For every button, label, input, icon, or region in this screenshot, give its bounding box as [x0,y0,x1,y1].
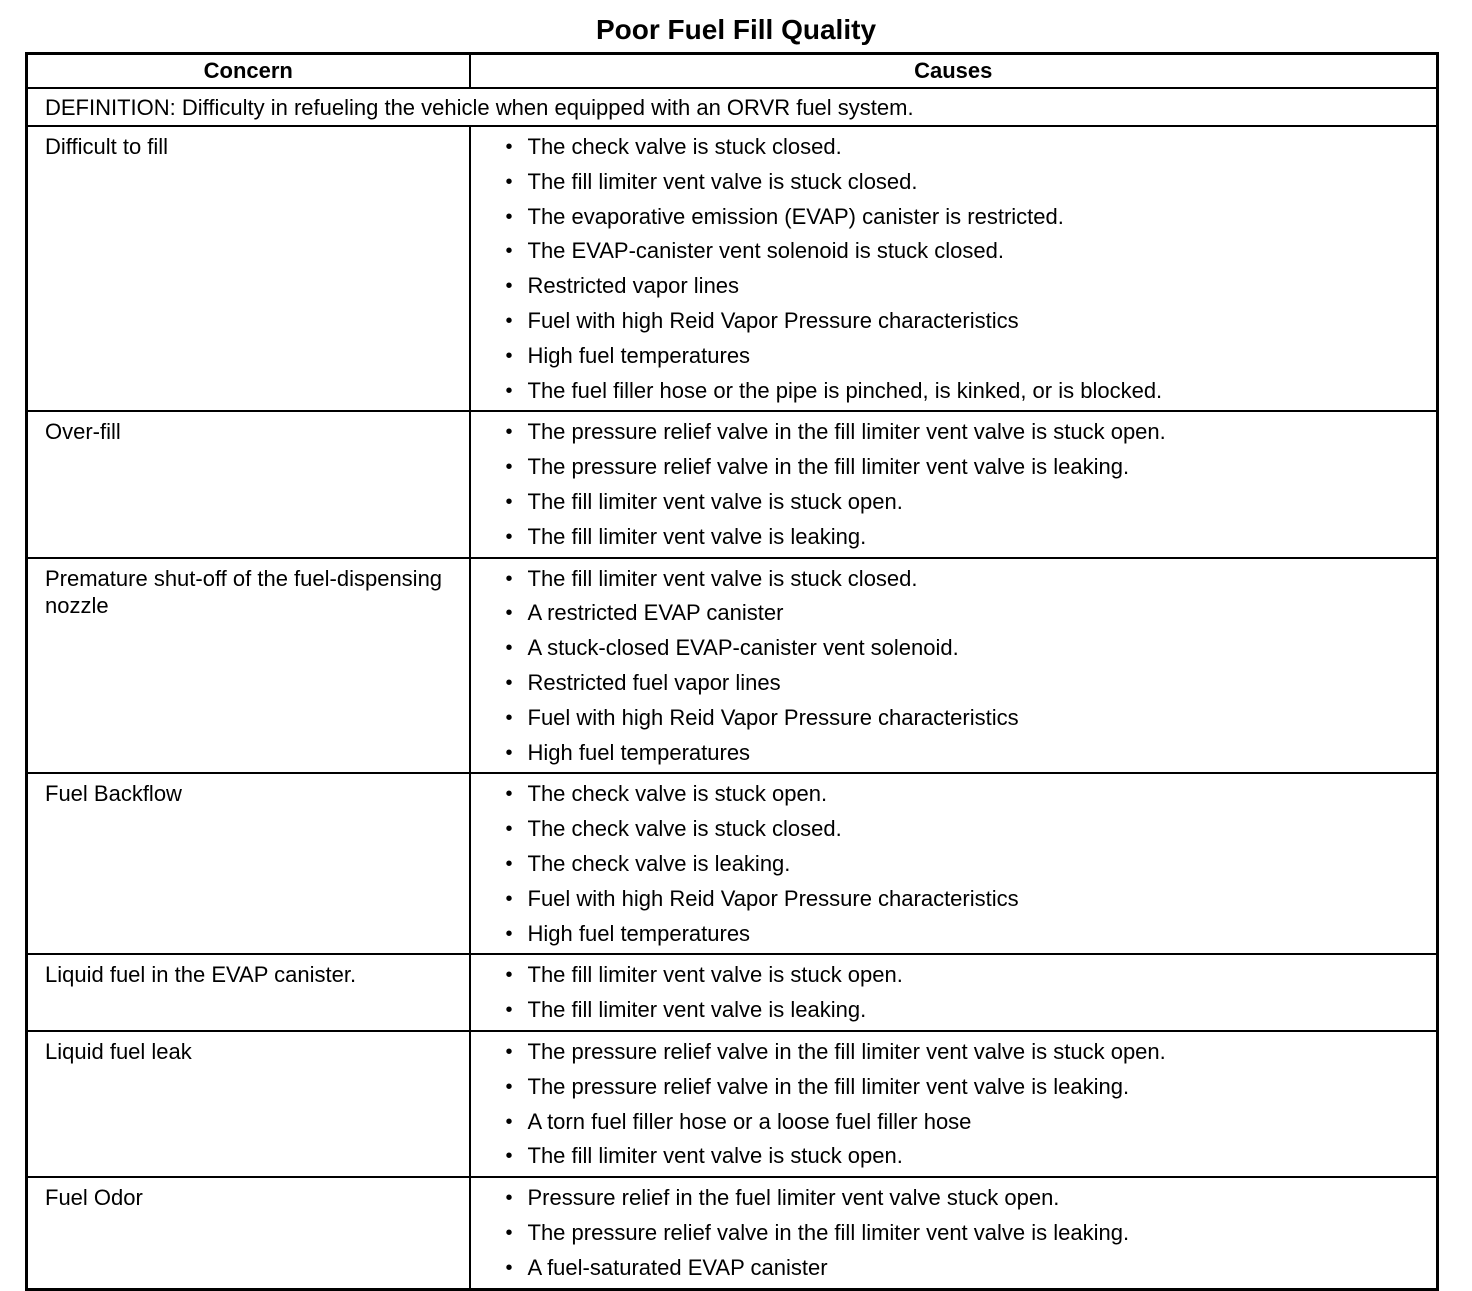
bullet-icon: • [505,783,513,806]
bullet-icon: • [505,1110,513,1133]
cause-text: The evaporative emission (EVAP) canister is restricted. [527,203,1064,229]
cause-item [501,1070,1437,1105]
cause-text: High fuel temperatures [527,739,751,765]
concern-cell: Liquid fuel leak [27,1031,470,1177]
cause-text: Fuel with high Reid Vapor Pressure characteristics [527,704,1019,730]
bullet-icon: • [505,240,513,263]
cause-item [501,485,1437,520]
bullet-icon: • [505,567,513,590]
bullet-icon: • [505,456,513,479]
concern-cell: Over-fill [27,411,470,557]
cause-item [501,269,1437,304]
bullet-icon: • [505,1145,513,1168]
cause-item [501,847,1437,882]
concern-cell: Premature shut-off of the fuel-dispensing nozzle [27,558,470,774]
cause-item [501,1216,1437,1251]
bullet-icon: • [505,887,513,910]
cause-item [501,520,1437,555]
causes-list [471,1178,1437,1287]
table-row [27,411,1438,557]
cause-item [501,631,1437,666]
cause-text: The fill limiter vent valve is stuck open. [527,962,903,988]
cause-text: Fuel with high Reid Vapor Pressure characteristics [527,307,1019,333]
concern-cell: Liquid fuel in the EVAP canister. [27,954,470,1031]
causes-cell [470,1177,1438,1289]
definition-text: DEFINITION: Difficulty in refueling the vehicle when equipped with an ORVR fuel system. [27,88,1438,126]
bullet-icon: • [505,999,513,1022]
cause-text: A restricted EVAP canister [527,600,784,626]
cause-text: The check valve is leaking. [527,850,791,876]
cause-item [501,917,1437,952]
table-row [27,773,1438,954]
cause-text: The fill limiter vent valve is stuck open. [527,488,903,514]
causes-list [471,955,1437,1030]
cause-text: The fill limiter vent valve is leaking. [527,523,867,549]
causes-list [471,774,1437,953]
cause-item [501,958,1437,993]
bullet-icon: • [505,706,513,729]
cause-text: The pressure relief valve in the fill limiter vent valve is leaking. [527,454,1130,480]
bullet-icon: • [505,852,513,875]
cause-text: The pressure relief valve in the fill limiter vent valve is leaking. [527,1219,1130,1245]
table-row [27,126,1438,411]
cause-text: High fuel temperatures [527,342,751,368]
cause-item [501,701,1437,736]
causes-cell [470,1031,1438,1177]
cause-item [501,596,1437,631]
cause-text: Restricted vapor lines [527,273,740,299]
table-row [27,954,1438,1031]
cause-text: The fill limiter vent valve is leaking. [527,997,867,1023]
cause-text: The pressure relief valve in the fill limiter vent valve is stuck open. [527,1038,1166,1064]
bullet-icon: • [505,637,513,660]
cause-item [501,200,1437,235]
fuel-fill-table [25,52,1439,1291]
cause-item [501,993,1437,1028]
cause-item [501,1105,1437,1140]
cause-text: A fuel-saturated EVAP canister [527,1254,828,1280]
cause-text: A stuck-closed EVAP-canister vent solenoid. [527,635,959,661]
bullet-icon: • [505,205,513,228]
cause-text: The EVAP-canister vent solenoid is stuck closed. [527,238,1004,264]
concern-cell: Fuel Backflow [27,773,470,954]
cause-item [501,165,1437,200]
cause-item [501,374,1437,409]
cause-item [501,304,1437,339]
bullet-icon: • [505,818,513,841]
bullet-icon: • [505,922,513,945]
causes-cell [470,773,1438,954]
bullet-icon: • [505,671,513,694]
bullet-icon: • [505,379,513,402]
cause-text: Restricted fuel vapor lines [527,669,781,695]
cause-item [501,777,1437,812]
cause-text: The fill limiter vent valve is stuck closed. [527,168,918,194]
bullet-icon: • [505,1040,513,1063]
bullet-icon: • [505,275,513,298]
causes-list [471,127,1437,410]
concern-header: Concern [27,54,470,89]
cause-item [501,1181,1437,1216]
causes-cell [470,411,1438,557]
bullet-icon: • [505,309,513,332]
bullet-icon: • [505,1221,513,1244]
cause-text: The check valve is stuck closed. [527,816,842,842]
bullet-icon: • [505,964,513,987]
cause-text: The pressure relief valve in the fill limiter vent valve is leaking. [527,1073,1130,1099]
cause-item [501,666,1437,701]
cause-item [501,736,1437,771]
bullet-icon: • [505,490,513,513]
cause-item [501,1251,1437,1286]
causes-cell [470,954,1438,1031]
cause-text: Pressure relief in the fuel limiter vent valve stuck open. [527,1185,1060,1211]
cause-text: The fuel filler hose or the pipe is pinched, is kinked, or is blocked. [527,377,1163,403]
concern-cell: Difficult to fill [27,126,470,411]
table-row [27,558,1438,774]
cause-item [501,562,1437,597]
causes-cell [470,126,1438,411]
cause-item [501,450,1437,485]
page-title: Poor Fuel Fill Quality [595,14,877,45]
table-row [27,1031,1438,1177]
header-row [27,54,1438,89]
causes-cell [470,558,1438,774]
causes-list [471,559,1437,773]
causes-list [471,1032,1437,1176]
cause-item [501,130,1437,165]
bullet-icon: • [505,344,513,367]
cause-text: The fill limiter vent valve is stuck closed. [527,565,918,591]
bullet-icon: • [505,1187,513,1210]
cause-text: The check valve is stuck open. [527,781,828,807]
bullet-icon: • [505,1075,513,1098]
bullet-icon: • [505,741,513,764]
cause-item [501,812,1437,847]
causes-list [471,412,1437,556]
cause-item [501,882,1437,917]
concern-cell: Fuel Odor [27,1177,470,1289]
cause-text: A torn fuel filler hose or a loose fuel filler hose [527,1108,972,1134]
bullet-icon: • [505,170,513,193]
cause-item [501,1035,1437,1070]
bullet-icon: • [505,421,513,444]
causes-header: Causes [470,54,1438,89]
cause-text: The check valve is stuck closed. [527,134,842,159]
cause-item [501,415,1437,450]
definition-row [27,88,1438,126]
bullet-icon: • [505,525,513,548]
cause-text: The pressure relief valve in the fill limiter vent valve is stuck open. [527,419,1166,445]
bullet-icon: • [505,602,513,625]
bullet-icon: • [505,1256,513,1279]
cause-text: High fuel temperatures [527,920,751,946]
cause-item [501,234,1437,269]
cause-item [501,1139,1437,1174]
cause-text: The fill limiter vent valve is stuck open. [527,1143,903,1169]
bullet-icon: • [505,136,513,158]
table-row [27,1177,1438,1289]
cause-item [501,339,1437,374]
cause-text: Fuel with high Reid Vapor Pressure characteristics [527,885,1019,911]
